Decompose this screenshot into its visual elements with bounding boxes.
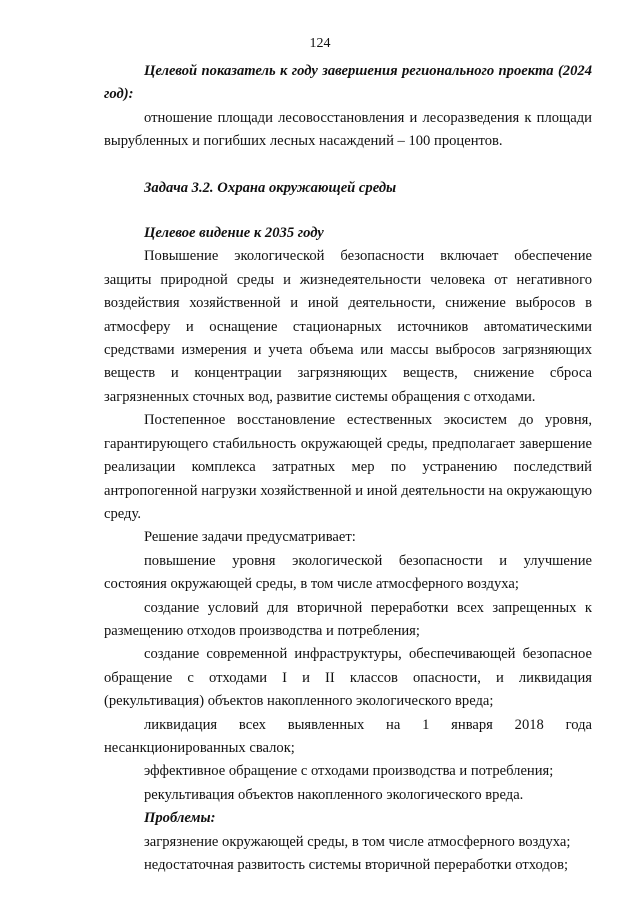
solution-item: создание условий для вторичной переработки всех запрещенных к размещению отходов производства и потребления; [104, 599, 592, 639]
solution-item: ликвидация всех выявленных на 1 января 2018 года несанкционированных свалок; [104, 716, 592, 756]
task-heading: Задача 3.2. Охрана окружающей среды [144, 179, 397, 196]
page-number: 124 [309, 36, 331, 51]
vision-heading: Целевое видение к 2035 году [144, 225, 324, 242]
solution-item: эффективное обращение с отходами производства и потребления; [144, 763, 554, 780]
target-indicator-text: отношение площади лесовосстановления и лесоразведения к площади вырубленных и погибших лесных насаждений – 100 процентов. [104, 109, 592, 150]
solution-item: создание современной инфраструктуры, обеспечивающей безопасное обращение с отходами I и II классов опасности, и ликвидация (рекультивация) объектов накопленного экологического вреда; [104, 646, 592, 710]
solution-item: рекультивация объектов накопленного экологического вреда. [144, 786, 524, 803]
vision-paragraph: Постепенное восстановление естественных экосистем до уровня, гарантирующего стабильность окружающей среды, предполагает завершение реализации комплекса затратных мер по устранению последствий антропогенной нагрузки хозяйственной и иной деятельности на окружающую среду. [104, 412, 592, 522]
vision-paragraph: Повышение экологической безопасности включает обеспечение защиты природной среды и жизнедеятельности человека от негативного воздействия хозяйственной и иной деятельности, снижение выбросов в атмосферу и оснащение стационарных источников автоматическими средствами измерения и учета объема или массы выбросов загрязняющих веществ и концентрации загрязняющих веществ, снижение сброса загрязненных сточных вод, развитие системы обращения с отходами. [104, 248, 592, 405]
solution-item: повышение уровня экологической безопасности и улучшение состояния окружающей среды, в том числе атмосферного воздуха; [104, 552, 592, 593]
vision-paragraph: Решение задачи предусматривает: [144, 529, 356, 546]
problem-item: недостаточная развитость системы вторичной переработки отходов; [144, 857, 569, 873]
problem-item: загрязнение окружающей среды, в том числе атмосферного воздуха; [144, 833, 571, 850]
page-body [104, 60, 592, 877]
target-indicator-heading: Целевой показатель к году завершения регионального проекта (2024 год): [104, 63, 592, 103]
problems-heading: Проблемы: [144, 810, 216, 827]
